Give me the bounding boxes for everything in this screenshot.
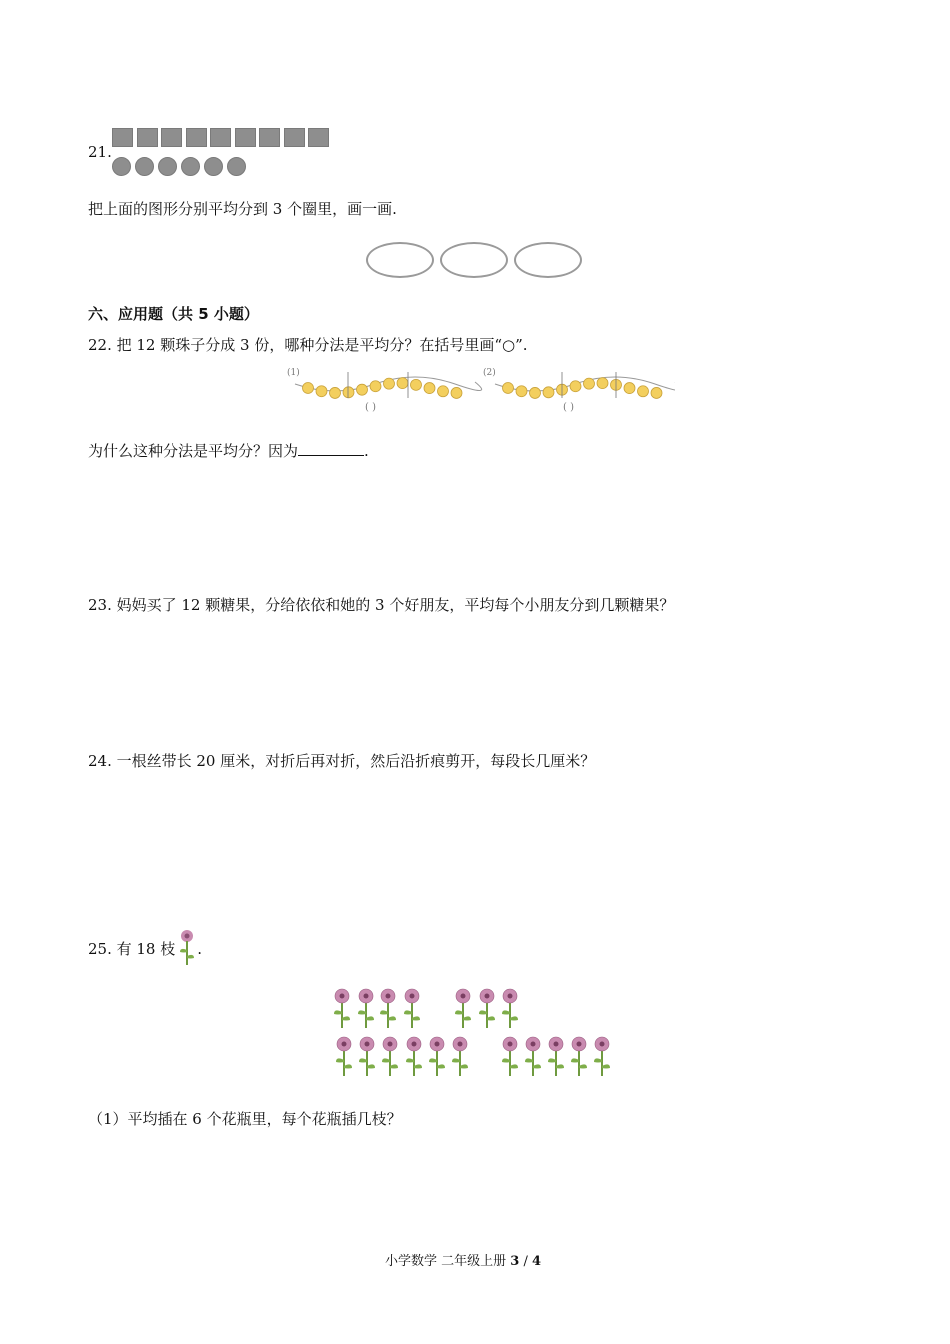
question-23-text: 23. 妈妈买了 12 颗糖果，分给依依和她的 3 个好朋友，平均每个小朋友分到几颗糖果？ xyxy=(88,596,675,614)
bead xyxy=(357,384,368,395)
circle-shape xyxy=(204,157,223,176)
drawing-circle-3 xyxy=(514,242,582,278)
why-prefix: 为什么这种分法是平均分？因为 xyxy=(88,442,299,460)
question-25-text xyxy=(88,928,202,966)
flowers-svg xyxy=(330,988,620,1086)
section-title-count: 5 xyxy=(198,305,209,323)
bead xyxy=(503,383,514,394)
section-title-suffix: 小题） xyxy=(208,305,259,323)
option-1-label: (1) xyxy=(287,368,300,378)
bead xyxy=(343,387,354,398)
flower-icon xyxy=(334,989,350,1028)
flower-icon xyxy=(502,989,518,1028)
bead xyxy=(530,387,541,398)
bead xyxy=(330,387,341,398)
square-shape xyxy=(284,128,305,147)
bead xyxy=(570,381,581,392)
option-1-answer-paren[interactable]: ( ) xyxy=(365,402,376,413)
question-21-number: 21. xyxy=(88,143,112,161)
square-shape xyxy=(308,128,329,147)
flower-icon xyxy=(502,1037,518,1076)
drawing-circle-2 xyxy=(440,242,508,278)
bead xyxy=(638,386,649,397)
bead xyxy=(624,383,635,394)
bead-figure xyxy=(285,366,675,418)
circle-shape xyxy=(135,157,154,176)
bead xyxy=(370,381,381,392)
circle-group xyxy=(366,242,586,282)
square-shape xyxy=(186,128,207,147)
flower-icon xyxy=(479,989,495,1028)
bead xyxy=(451,387,462,398)
bead xyxy=(397,378,408,389)
bead xyxy=(516,386,527,397)
footer-page-current: 3 xyxy=(510,1254,520,1269)
question-25-prefix: 25. 有 18 枝 xyxy=(88,940,176,958)
flower-icon xyxy=(358,989,374,1028)
bead xyxy=(303,383,314,394)
bead-string-1 xyxy=(295,372,482,398)
bead xyxy=(316,386,327,397)
drawing-circle-1 xyxy=(366,242,434,278)
bead-strings-illustration xyxy=(285,366,675,418)
square-shape xyxy=(235,128,256,147)
section-title xyxy=(88,303,259,324)
flower-icon xyxy=(336,1037,352,1076)
square-shape xyxy=(259,128,280,147)
flower-icon xyxy=(455,989,471,1028)
bead xyxy=(411,379,422,390)
square-shape xyxy=(161,128,182,147)
question-21-instruction: 把上面的图形分别平均分到 3 个圈里，画一画. xyxy=(88,200,397,218)
square-shape xyxy=(137,128,158,147)
bead xyxy=(424,383,435,394)
question-24-text: 24. 一根丝带长 20 厘米，对折后再对折，然后沿折痕剪开，每段长几厘米？ xyxy=(88,752,596,770)
flower-icon xyxy=(452,1037,468,1076)
question-25-sub1: （1）平均插在 6 个花瓶里，每个花瓶插几枝？ xyxy=(88,1110,402,1128)
flowers-illustration xyxy=(330,988,620,1086)
bead xyxy=(651,387,662,398)
flower-icon xyxy=(406,1037,422,1076)
bead xyxy=(597,378,608,389)
flower-icon xyxy=(594,1037,610,1076)
circles-row xyxy=(112,157,272,177)
circle-shape xyxy=(181,157,200,176)
square-shape xyxy=(210,128,231,147)
circle-shape xyxy=(112,157,131,176)
why-suffix: . xyxy=(364,442,369,460)
circle-shape xyxy=(227,157,246,176)
bead xyxy=(584,378,595,389)
footer-page-total: 4 xyxy=(531,1254,542,1269)
bead xyxy=(543,387,554,398)
section-title-prefix: 六、应用题（共 xyxy=(88,305,199,323)
square-shape xyxy=(112,128,133,147)
option-2-label: (2) xyxy=(483,368,496,378)
question-22-text: 22. 把 12 颗珠子分成 3 份，哪种分法是平均分？在括号里画“○”. xyxy=(88,336,528,354)
flower-inline-icon xyxy=(177,928,197,966)
flower-icon xyxy=(380,989,396,1028)
bead xyxy=(438,386,449,397)
flower-icon xyxy=(382,1037,398,1076)
bead xyxy=(384,378,395,389)
flower-icon xyxy=(429,1037,445,1076)
flower-icon xyxy=(525,1037,541,1076)
answer-blank[interactable] xyxy=(298,441,364,456)
page-footer xyxy=(385,1250,541,1269)
flower-icon xyxy=(571,1037,587,1076)
bead-string-2 xyxy=(495,372,675,398)
option-2-answer-paren[interactable]: ( ) xyxy=(563,402,574,413)
footer-text: 小学数学 二年级上册 xyxy=(385,1254,511,1269)
flower-icon xyxy=(359,1037,375,1076)
circle-shape xyxy=(158,157,177,176)
question-25-suffix: . xyxy=(197,940,203,958)
flower-icon xyxy=(548,1037,564,1076)
flower-icon xyxy=(404,989,420,1028)
question-22-why xyxy=(88,440,369,461)
footer-page-sep: / xyxy=(519,1254,532,1269)
squares-row xyxy=(112,128,332,148)
